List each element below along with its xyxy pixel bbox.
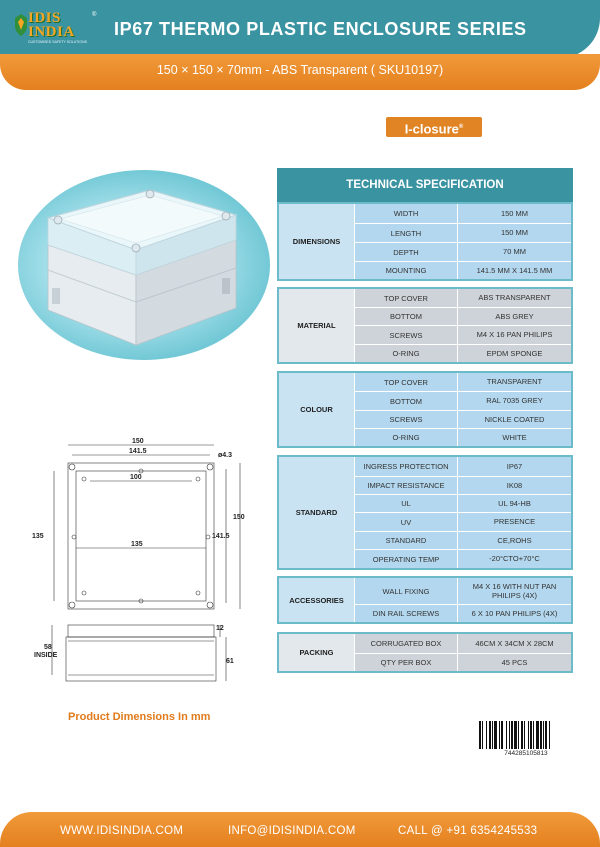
spec-label: O-RING — [354, 429, 457, 446]
spec-row — [354, 634, 571, 653]
spec-value: CE,ROHS — [457, 532, 571, 549]
spec-row — [354, 476, 571, 494]
spec-row — [354, 261, 571, 279]
dim-inner-100: 100 — [130, 474, 142, 481]
spec-label: STANDARD — [354, 532, 457, 549]
spec-label: UV — [354, 513, 457, 531]
spec-category: MATERIAL — [297, 321, 336, 330]
spec-group-standard — [277, 455, 573, 570]
spec-label: CORRUGATED BOX — [354, 634, 457, 653]
spec-row — [354, 410, 571, 428]
footer-bar — [0, 812, 600, 847]
company-logo — [14, 10, 97, 48]
spec-value: 70 MM — [457, 243, 571, 261]
spec-row — [354, 494, 571, 512]
spec-label: IMPACT RESISTANCE — [354, 477, 457, 494]
logo-tagline: CUSTOMISED SAFETY SOLUTIONS — [28, 40, 87, 44]
spec-value: 6 X 10 PAN PHILIPS (4X) — [457, 605, 571, 622]
spec-value: 141.5 MM X 141.5 MM — [457, 262, 571, 279]
spec-row — [354, 391, 571, 410]
spec-label: OPERATING TEMP — [354, 550, 457, 568]
spec-value: 46CM X 34CM X 28CM — [457, 634, 571, 653]
spec-value: M4 X 16 WITH NUT PAN PHILIPS (4X) — [457, 578, 571, 604]
spec-value: UL 94-HB — [457, 495, 571, 512]
spec-value: WHITE — [457, 429, 571, 446]
spec-label: BOTTOM — [354, 308, 457, 325]
spec-value: RAL 7035 GREY — [457, 392, 571, 410]
brand-name: I-closure — [404, 121, 459, 137]
logo-text-india: INDIA — [28, 24, 75, 40]
spec-label: SCREWS — [354, 326, 457, 344]
spec-value: IK08 — [457, 477, 571, 494]
spec-row — [354, 307, 571, 325]
spec-value: 150 MM — [457, 204, 571, 223]
brand-badge — [386, 117, 482, 137]
spec-value: PRESENCE — [457, 513, 571, 531]
spec-label: INGRESS PROTECTION — [354, 457, 457, 476]
product-photo — [18, 170, 270, 360]
dim-left-135: 135 — [32, 533, 44, 540]
logo-registered-mark: ® — [92, 12, 97, 18]
dim-center-135: 135 — [131, 541, 143, 548]
spec-row — [354, 289, 571, 307]
spec-row — [354, 531, 571, 549]
footer-phone-link[interactable]: CALL @ +91 6354245533 — [398, 825, 538, 837]
spec-group-accessories — [277, 576, 573, 624]
logo-text-idis: IDIS — [28, 10, 61, 26]
dim-inside-height: 58 — [44, 644, 52, 651]
spec-label: TOP COVER — [354, 373, 457, 391]
page-title: IP67 THERMO PLASTIC ENCLOSURE SERIES — [114, 19, 527, 39]
spec-row — [354, 512, 571, 531]
dim-inside-label: INSIDE — [34, 652, 58, 659]
product-subtitle: 150 × 150 × 70mm - ABS Transparent ( SKU10197) — [156, 63, 444, 77]
dim-hole-diameter: ø4.3 — [218, 452, 233, 459]
spec-row — [354, 344, 571, 362]
dim-base-height: 61 — [226, 658, 234, 665]
dim-lid-height: 12 — [216, 625, 224, 632]
spec-label: O-RING — [354, 345, 457, 362]
spec-row — [354, 578, 571, 604]
spec-value: NICKLE COATED — [457, 411, 571, 428]
spec-value: ABS GREY — [457, 308, 571, 325]
drawing-caption: Product Dimensions In mm — [68, 711, 211, 723]
barcode-icon — [478, 721, 574, 749]
spec-group-colour — [277, 371, 573, 448]
footer-email-link[interactable]: INFO@IDISINDIA.COM — [228, 825, 356, 837]
spec-category: COLOUR — [300, 405, 333, 414]
header-banner — [0, 0, 600, 90]
spec-value: 45 PCS — [457, 654, 571, 671]
spec-value: M4 X 16 PAN PHILIPS — [457, 326, 571, 344]
spec-value: IP67 — [457, 457, 571, 476]
barcode-number: 744285105813 — [504, 750, 548, 757]
dim-right-150: 150 — [233, 514, 245, 521]
spec-row — [354, 373, 571, 391]
spec-label: DEPTH — [354, 243, 457, 261]
spec-row — [354, 325, 571, 344]
technical-drawing — [30, 435, 250, 695]
logo-emblem-icon — [14, 14, 28, 36]
spec-label: LENGTH — [354, 224, 457, 242]
spec-row — [354, 204, 571, 223]
spec-row — [354, 653, 571, 671]
spec-label: BOTTOM — [354, 392, 457, 410]
spec-row — [354, 223, 571, 242]
brand-registered-mark: ® — [458, 124, 464, 130]
spec-row — [354, 604, 571, 622]
spec-label: WIDTH — [354, 204, 457, 223]
spec-label: DIN RAIL SCREWS — [354, 605, 457, 622]
spec-category: PACKING — [299, 648, 334, 657]
spec-label: SCREWS — [354, 411, 457, 428]
spec-table-title: TECHNICAL SPECIFICATION — [277, 168, 573, 202]
spec-value: EPDM SPONGE — [457, 345, 571, 362]
dim-mounting-width: 141.5 — [129, 448, 147, 455]
spec-label: TOP COVER — [354, 289, 457, 307]
spec-value: -20°CTO+70°C — [457, 550, 571, 568]
spec-value: ABS TRANSPARENT — [457, 289, 571, 307]
spec-group-dimensions — [277, 202, 573, 281]
spec-row — [354, 549, 571, 568]
spec-category: ACCESSORIES — [289, 595, 344, 605]
spec-label: QTY PER BOX — [354, 654, 457, 671]
spec-row — [354, 428, 571, 446]
spec-label: UL — [354, 495, 457, 512]
spec-label: WALL FIXING — [354, 578, 457, 604]
spec-label: MOUNTING — [354, 262, 457, 279]
spec-group-packing — [277, 632, 573, 673]
spec-value: TRANSPARENT — [457, 373, 571, 391]
spec-row — [354, 242, 571, 261]
spec-category: STANDARD — [295, 508, 338, 517]
dim-overall-width: 150 — [132, 438, 144, 445]
spec-group-material — [277, 287, 573, 364]
dim-right-mounting: 141.5 — [212, 533, 230, 540]
spec-category: DIMENSIONS — [292, 237, 341, 246]
footer-website-link[interactable]: WWW.IDISINDIA.COM — [60, 825, 184, 837]
spec-row — [354, 457, 571, 476]
spec-value: 150 MM — [457, 224, 571, 242]
